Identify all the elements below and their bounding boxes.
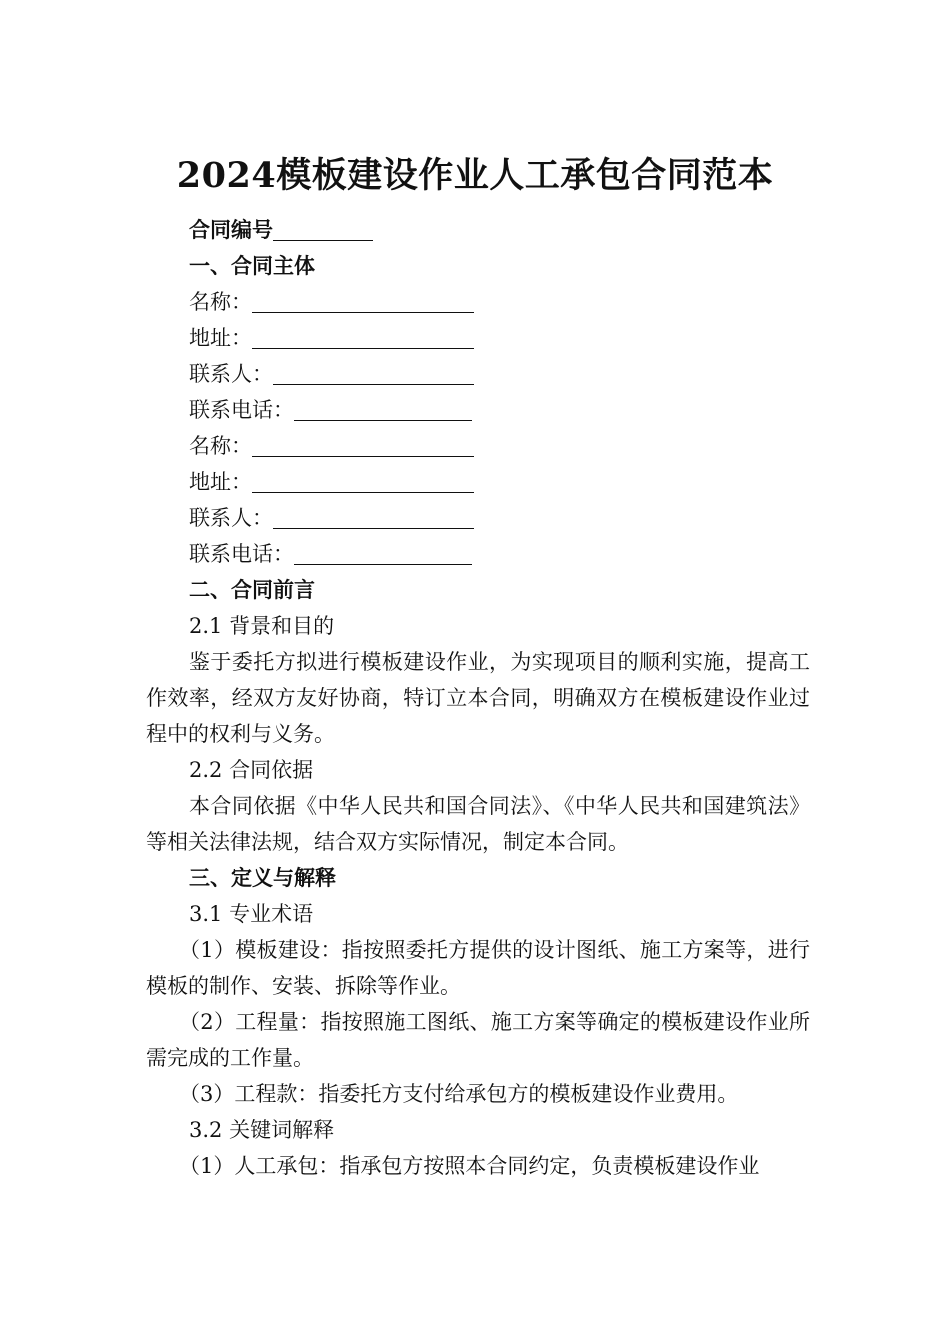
party-b-address-blank[interactable] — [252, 470, 474, 493]
section2-heading: 二、合同前言 — [189, 577, 315, 602]
party-b-name-label: 名称： — [189, 434, 252, 458]
party-b-name-blank[interactable] — [252, 434, 474, 457]
party-b-address-label: 地址： — [189, 470, 252, 494]
party-a-address-line — [146, 320, 810, 356]
party-b-contact-label: 联系人： — [189, 506, 273, 530]
section2-1-title: 2.1 背景和目的 — [189, 614, 335, 638]
contract-number-line — [146, 212, 810, 248]
section2-2-title: 2.2 合同依据 — [189, 758, 314, 782]
party-b-contact-blank[interactable] — [273, 506, 474, 529]
party-a-phone-label: 联系电话： — [189, 398, 294, 422]
party-a-name-blank[interactable] — [252, 290, 474, 313]
party-a-contact-label: 联系人： — [189, 362, 273, 386]
party-b-phone-label: 联系电话： — [189, 542, 294, 566]
term-item-3: （3）工程款：指委托方支付给承包方的模板建设作业费用。 — [179, 1082, 739, 1106]
party-b-address-line — [146, 464, 810, 500]
keyword-item-1: （1）人工承包：指承包方按照本合同约定，负责模板建设作业 — [179, 1154, 760, 1178]
section3-heading: 三、定义与解释 — [189, 865, 336, 890]
term-item-1: （1）模板建设：指按照委托方提供的设计图纸、施工方案等，进行模板的制作、安装、拆除等作业。 — [146, 938, 810, 998]
section2-1-paragraph: 鉴于委托方拟进行模板建设作业，为实现项目的顺利实施，提高工作效率，经双方友好协商，特订立本合同，明确双方在模板建设作业过程中的权利与义务。 — [146, 650, 810, 746]
party-b-name-line — [146, 428, 810, 464]
party-a-name-line — [146, 284, 810, 320]
party-a-contact-blank[interactable] — [273, 362, 474, 385]
document-title: 2024模板建设作业人工承包合同范本 — [176, 155, 774, 196]
document-body — [146, 212, 810, 1184]
section3-2-title: 3.2 关键词解释 — [189, 1118, 335, 1142]
term-item-2: （2）工程量：指按照施工图纸、施工方案等确定的模板建设作业所需完成的工作量。 — [146, 1010, 810, 1070]
party-a-contact-line — [146, 356, 810, 392]
party-b-phone-blank[interactable] — [294, 542, 472, 565]
party-a-name-label: 名称： — [189, 290, 252, 314]
section2-2-paragraph: 本合同依据《中华人民共和国合同法》、《中华人民共和国建筑法》等相关法律法规，结合双方实际情况，制定本合同。 — [146, 794, 810, 854]
party-b-phone-line — [146, 536, 810, 572]
party-a-address-blank[interactable] — [252, 326, 474, 349]
party-b-contact-line — [146, 500, 810, 536]
contract-number-label: 合同编号 — [189, 217, 273, 242]
section1-heading: 一、合同主体 — [189, 253, 315, 278]
party-a-address-label: 地址： — [189, 326, 252, 350]
contract-number-blank[interactable] — [273, 218, 373, 241]
section3-1-title: 3.1 专业术语 — [189, 902, 314, 926]
party-a-phone-line — [146, 392, 810, 428]
party-a-phone-blank[interactable] — [294, 398, 472, 421]
